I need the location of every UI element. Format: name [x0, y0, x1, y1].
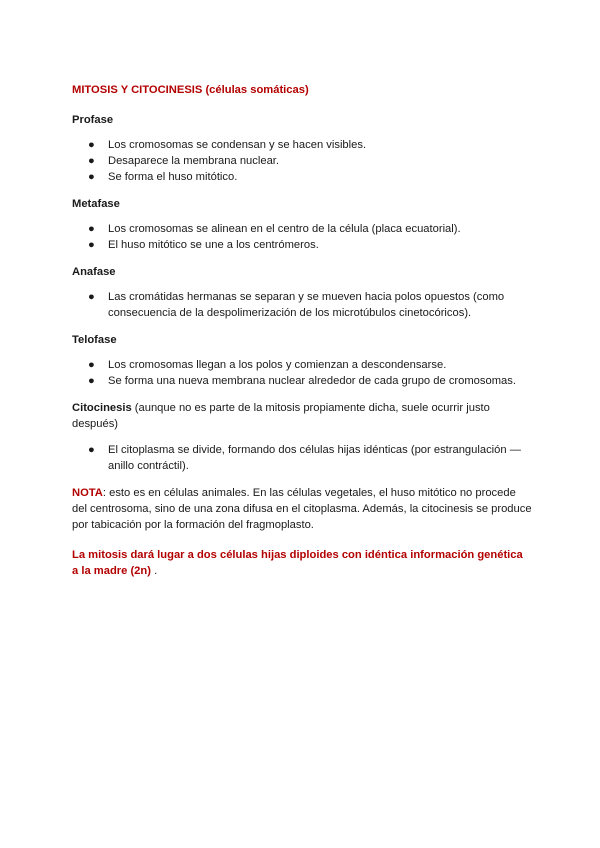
section-heading-telofase: Telofase [72, 334, 117, 346]
profase-list [72, 137, 532, 185]
bullet-icon: ● [88, 444, 95, 456]
list-item: ● Desaparece la membrana nuclear. [88, 155, 280, 167]
section-heading-metafase: Metafase [72, 198, 120, 210]
document-content [72, 82, 532, 589]
citocinesis-note: (aunque no es parte de la mitosis propiamente dicha, suele ocurrir justo después) [72, 402, 490, 430]
conclusion-paragraph [72, 547, 532, 579]
list-item: ● El citoplasma se divide, formando dos células hijas idénticas (por estrangulación — anillo contráctil). [88, 444, 521, 472]
list-item: ● El huso mitótico se une a los centrómeros. [88, 239, 319, 251]
list-item: ● Los cromosomas se condensan y se hacen visibles. [88, 139, 367, 151]
nota-label: NOTA [72, 487, 103, 499]
citocinesis-paragraph [72, 400, 532, 432]
bullet-icon: ● [88, 359, 95, 371]
nota-text: : esto es en células animales. En las células vegetales, el huso mitótico no procede del centrosoma, sino de una zona difusa en el citoplasma. Además, la citocinesis se produce por tabicación por la formación del fragmoplasto. [72, 487, 532, 531]
bullet-icon: ● [88, 223, 95, 235]
bullet-icon: ● [88, 171, 95, 183]
bullet-icon: ● [88, 139, 95, 151]
conclusion-text: La mitosis dará lugar a dos células hijas diploides con idéntica información genética a la madre (2n) [72, 549, 523, 577]
bullet-icon: ● [88, 239, 95, 251]
citocinesis-list [72, 442, 532, 474]
metafase-list [72, 221, 532, 253]
list-item: ● Se forma una nueva membrana nuclear alrededor de cada grupo de cromosomas. [88, 375, 516, 387]
telofase-list [72, 357, 532, 389]
conclusion-suffix: . [150, 565, 158, 577]
document-title: MITOSIS Y CITOCINESIS (células somáticas) [72, 84, 309, 96]
list-item: ● Los cromosomas llegan a los polos y comienzan a descondensarse. [88, 359, 447, 371]
section-heading-anafase: Anafase [72, 266, 116, 278]
bullet-icon: ● [88, 375, 95, 387]
list-item: ● Se forma el huso mitótico. [88, 171, 238, 183]
citocinesis-term: Citocinesis [72, 402, 132, 414]
list-item: ● Las cromátidas hermanas se separan y se mueven hacia polos opuestos (como consecuencia de la despolimerización de los microtúbulos cinetocóricos). [88, 291, 505, 319]
section-heading-profase: Profase [72, 114, 114, 126]
anafase-list [72, 289, 532, 321]
list-item: ● Los cromosomas se alinean en el centro de la célula (placa ecuatorial). [88, 223, 461, 235]
nota-paragraph [72, 485, 532, 533]
bullet-icon: ● [88, 291, 95, 303]
bullet-icon: ● [88, 155, 95, 167]
